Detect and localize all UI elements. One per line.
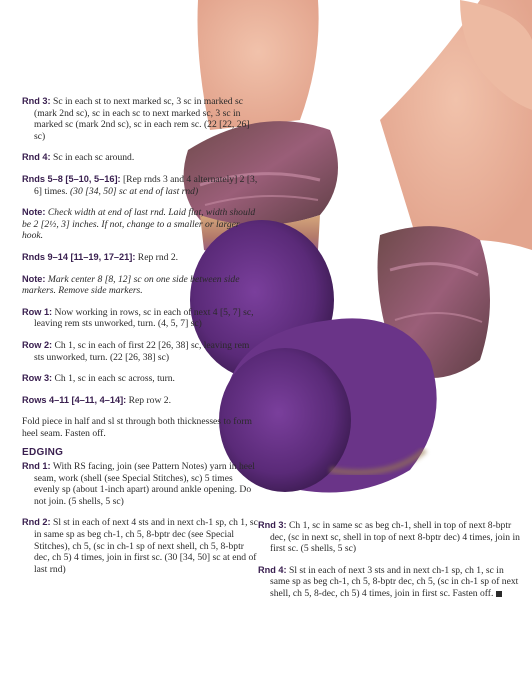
rnds-5-8-count: (30 [34, 50] sc at end of last rnd) xyxy=(69,185,199,197)
edging-rnd-3-text: Ch 1, sc in same sc as beg ch-1, shell in top of next 8-bptr dec, (sc in next sc, shell in top of next 8-bptr dec) 4 times, join in first sc. (5 shells, 5 sc) xyxy=(270,520,520,555)
edging-rnd-2-text: Sl st in each of next 4 sts and in next ch-1 sp, ch 1, sc in same sp as beg ch-1, ch 5, 8-bptr dec (see Special Stitches), ch 5, (sc in ch-1 sp of next shell, ch 5, 8-bptr dec, ch 5) 4 times, join in first sc. (30 [34, 50] sc at end of last rnd) xyxy=(34,517,258,575)
note-markers: Note: Mark center 8 [8, 12] sc on one side between side markers. Remove side markers. xyxy=(22,273,240,297)
heel-seam-instructions: Fold piece in half and sl st through both thicknesses to form heel seam. Fasten off. xyxy=(22,416,252,439)
row-3: Row 3: Ch 1, sc in each sc across, turn. xyxy=(22,373,175,385)
edging-rnd-1: Rnd 1: With RS facing, join (see Pattern Notes) yarn in heel seam, work (shell (see Special Stitches), sc) 5 times evenly sp (about 1-inch apart) around ankle opening. Do not join. (5 shells, 5 sc) xyxy=(22,461,255,507)
rnds-5-8: Rnds 5–8 [5–10, 5–16]: [Rep rnds 3 and 4 alternately] 2 [3, 6] times. (30 [34, 50] sc at end of last rnd) xyxy=(22,173,258,197)
row-1-text: Now working in rows, sc in each of next 4 [5, 7] sc, leaving rem sts unworked, turn. (4, 5, 7] sc) xyxy=(34,306,254,330)
edging-rnd-2: Rnd 2: Sl st in each of next 4 sts and in next ch-1 sp, ch 1, sc in same sp as beg ch-1, ch 5, 8-bptr dec (see Special Stitches), ch 5, (sc in ch-1 sp of next shell, ch 5, 8-bptr dec, ch 5) 4 times, join in first sc. (30 [34, 50] sc at end of last rnd) xyxy=(22,517,258,575)
row-2-text: Ch 1, sc in each of first 22 [26, 38] sc, leaving rem sts unworked, turn. (22 [26, 38] sc) xyxy=(34,339,250,363)
rnd-4: Rnd 4: Sc in each sc around. xyxy=(22,152,135,164)
note-markers-text: Mark center 8 [8, 12] sc on one side between side markers. Remove side markers. xyxy=(22,273,240,297)
rnd-3-text: Sc in each st to next marked sc, 3 sc in marked sc (mark 2nd sc), sc in each sc to next marked sc, 3 sc in marked sc (mark 2nd sc), sc in each rem sc. (22 [22, 26] sc) xyxy=(34,96,250,142)
rnds-9-14: Rnds 9–14 [11–19, 17–21]: Rep rnd 2. xyxy=(22,251,179,263)
rnd-3: Rnd 3: Sc in each st to next marked sc, 3 sc in marked sc (mark 2nd sc), sc in each sc to next marked sc, 3 sc in marked sc (mark 2nd sc), sc in each rem sc. (22 [22, 26] sc) xyxy=(22,96,250,142)
row-3-text: Ch 1, sc in each sc across, turn. xyxy=(54,373,175,385)
note-width-text: Check width at end of last rnd. Laid flat, width should be 2 [2½, 3] inches. If not, change to a smaller or larger hook. xyxy=(22,207,256,242)
edging-rnd-3: Rnd 3: Ch 1, sc in same sc as beg ch-1, shell in top of next 8-bptr dec, (sc in next sc, shell in top of next 8-bptr dec) 4 times, join in first sc. (5 shells, 5 sc) xyxy=(258,520,520,555)
rnd-4-text: Sc in each sc around. xyxy=(53,152,135,164)
rows-4-11: Rows 4–11 [4–11, 4–14]: Rep row 2. xyxy=(22,394,171,406)
end-of-pattern-icon xyxy=(496,591,502,597)
row-2: Row 2: Ch 1, sc in each of first 22 [26, 38] sc, leaving rem sts unworked, turn. (22 [26, 38] sc) xyxy=(22,339,250,363)
edging-rnd-4-text: Sl st in each of next 3 sts and in next ch-1 sp, ch 1, sc in same sp as beg ch-1, ch 5, 8-bptr dec, ch 5, (sc in ch-1 sp of next shell, ch 5, 8-dec, ch 5) 4 times, join in first sc. Fasten off. xyxy=(270,564,519,599)
edging-rnd-1-text: With RS facing, join (see Pattern Notes) yarn in heel seam, work (shell (see Special Stitches), sc) 5 times evenly sp (about 1-inch apart) around ankle opening. Do not join. (5 shells, 5 sc) xyxy=(34,461,255,507)
note-width: Note: Check width at end of last rnd. Laid flat, width should be 2 [2½, 3] inches. If not, change to a smaller or larger hook. xyxy=(22,207,256,242)
edging-rnd-4: Rnd 4: Sl st in each of next 3 sts and in next ch-1 sp, ch 1, sc in same sp as beg ch-1, ch 5, 8-bptr dec, ch 5, (sc in ch-1 sp of next shell, ch 5, 8-dec, ch 5) 4 times, join in first sc. Fasten off. xyxy=(258,564,519,599)
rows-4-11-text: Rep row 2. xyxy=(128,394,171,406)
instructions-right-column xyxy=(258,520,520,610)
rnds-5-8-text: [Rep rnds 3 and 4 alternately] 2 [3, 6] times. xyxy=(34,173,258,197)
rnds-9-14-text: Rep rnd 2. xyxy=(137,251,179,263)
instructions-left-column xyxy=(22,96,258,585)
edging-heading: EDGING xyxy=(22,447,64,459)
row-1: Row 1: Now working in rows, sc in each of next 4 [5, 7] sc, leaving rem sts unworked, turn. (4, 5, 7] sc) xyxy=(22,306,254,330)
